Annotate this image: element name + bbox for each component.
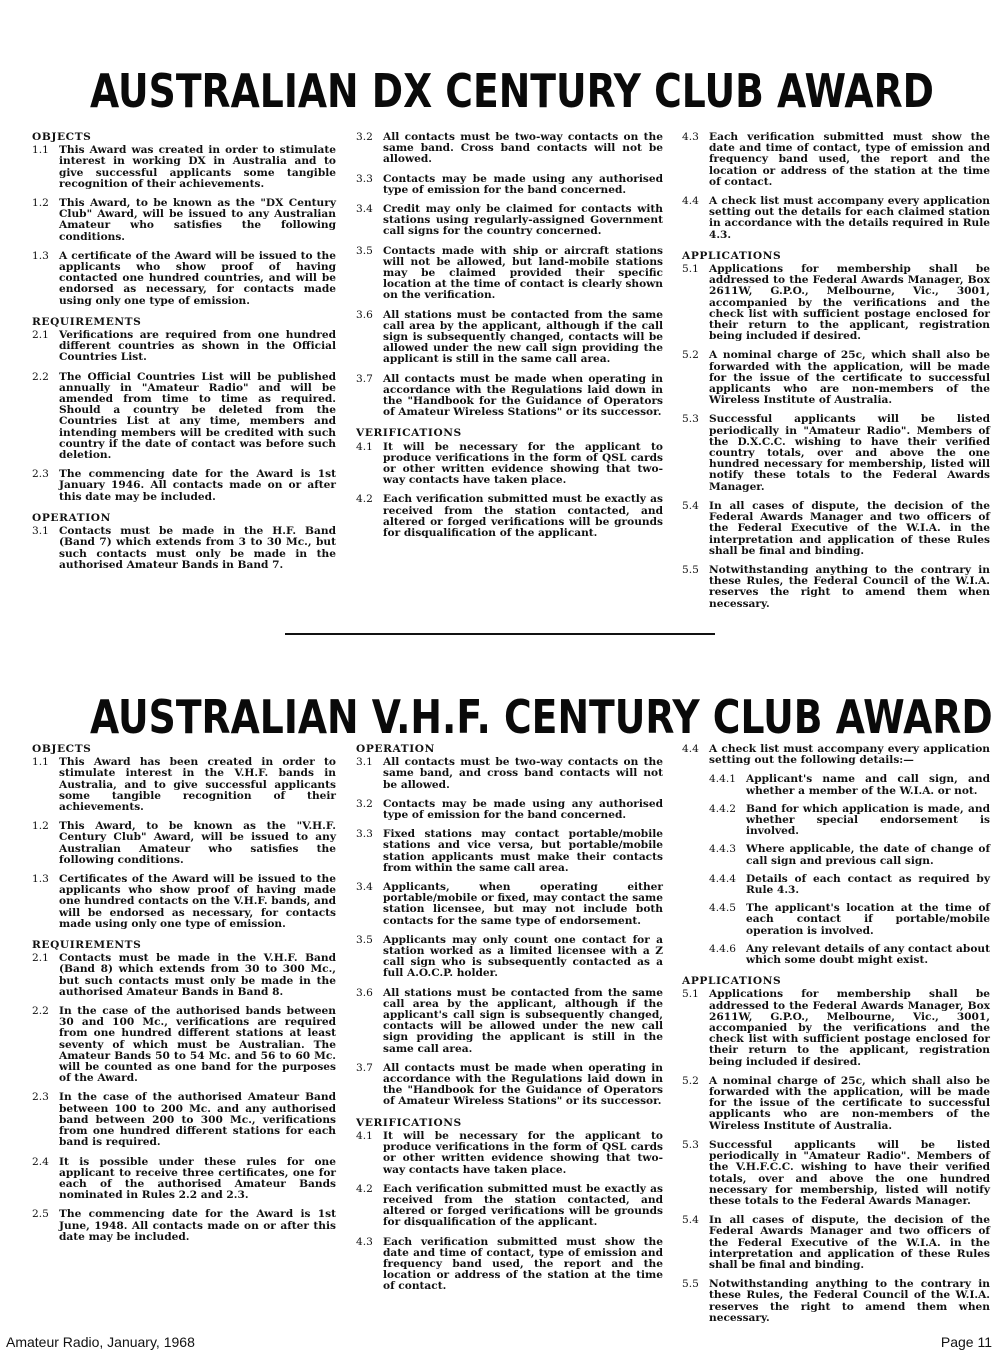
rule-section: [356, 428, 663, 539]
rule-item: [32, 330, 336, 364]
rule-item: [32, 1209, 336, 1243]
rule-section: [32, 317, 336, 503]
rule-text: This Award, to be known as the "V.H.F. Century Club" Award, will be issued to any Australian Amateur who satisfies the following conditions.: [59, 820, 336, 866]
rule-number: 3.1: [356, 756, 373, 769]
rule-text: Successful applicants will be listed periodically in "Amateur Radio". Members of the V.H.F.C.C. wishing to have their verified totals, over and above the one hundred necessary for membership, listed will notify these totals to the Federal Awards Manager.: [709, 1138, 990, 1207]
rule-number: 4.3: [682, 131, 699, 143]
sub-rule-number: 4.4.4: [709, 872, 736, 885]
rule-number: 2.5: [32, 1208, 49, 1221]
sub-rule-item: [709, 903, 990, 937]
rule-number: 4.4: [682, 195, 699, 208]
rule-item: [356, 1131, 663, 1176]
rule-text: In all cases of dispute, the decision of the Federal Awards Manager and two officers of the Federal Executive of the W.I.A. in the interpretation and application of these Rules shall be final and binding.: [709, 499, 990, 557]
rule-text: In all cases of dispute, the decision of the Federal Awards Manager and two officers of the Federal Executive of the W.I.A. in the interpretation and application of these Rules shall be final and binding.: [709, 1214, 990, 1271]
rule-text: All contacts must be made when operating in accordance with the Regulations laid down in the "Handbook for the Guidance of Operators of Amateur Wireless Stations" or its successor.: [383, 1061, 663, 1108]
rule-item: [682, 132, 990, 188]
column-3: [682, 744, 990, 1334]
rule-text: It is possible under these rules for one applicant to receive three certificates, one for each of the authorised Amateur Bands nominated in Rules 2.2 and 2.3.: [59, 1155, 336, 1202]
rule-item: [32, 372, 336, 462]
rule-item: [356, 1063, 663, 1108]
rule-text: Applications for membership shall be addressed to the Federal Awards Manager, Box 2611W, G.P.O., Melbourne, Vic., 3001, accompanied by the verifications and the check list with sufficient postage enclosed for their return to the applicant, registration being included if desired.: [709, 263, 990, 343]
rule-number: 3.1: [32, 525, 49, 538]
rule-number: 4.1: [356, 1129, 373, 1142]
column-3: [682, 132, 990, 620]
rule-text: It will be necessary for the applicant to produce verifications in the form of QSL cards or other written evidence showing that two-way contacts have taken place.: [383, 440, 663, 487]
sub-rule-item: [709, 844, 990, 866]
rule-text: Applicants, when operating either portable/mobile or fixed, may contact the same station licensee, but may not include both contacts for the same type of endorsement.: [383, 881, 663, 927]
rule-item: [32, 874, 336, 930]
rule-number: 4.2: [356, 1182, 373, 1195]
rule-text: Credit may only be claimed for contacts with stations using regularly-assigned Government call signs for the country concerned.: [383, 203, 663, 238]
rule-item: [682, 196, 990, 241]
rule-item: [32, 198, 336, 243]
rule-section: [32, 744, 336, 930]
rule-number: 2.3: [32, 468, 49, 481]
rule-number: 5.3: [682, 1138, 699, 1151]
column-2: [356, 132, 663, 549]
rule-text: All contacts must be made when operating in accordance with the Regulations laid down in the "Handbook for the Guidance of Operators of Amateur Wireless Stations" or its successor.: [383, 372, 663, 419]
rule-section: [32, 132, 336, 307]
column-1: [32, 744, 336, 1253]
rule-number: 2.1: [32, 952, 49, 965]
sub-rule-number: 4.4.5: [709, 902, 736, 915]
rule-text: The commencing date for the Award is 1st January 1946. All contacts made on or after this date may be included.: [59, 468, 336, 503]
sub-rule-text: Where applicable, the date of change of call sign and previous call sign.: [746, 843, 990, 867]
section-heading: VERIFICATIONS: [356, 1116, 462, 1129]
rule-text: Contacts must be made in the H.F. Band (Band 7) which extends from 3 to 30 Mc., but such contacts must only be made in the authorised Amateur Bands in Band 7.: [59, 525, 336, 571]
rule-section: [356, 132, 663, 418]
rule-text: Contacts made with ship or aircraft stations will not be allowed, but land-mobile stations may be claimed provided their specific location at the time of contact is clearly shown on the verification.: [383, 244, 663, 302]
rule-section: [682, 744, 990, 966]
sub-rule-text: Band for which application is made, and whether special endorsement is involved.: [746, 802, 990, 838]
rule-number: 2.1: [32, 329, 49, 342]
rule-item: [356, 246, 663, 302]
rule-section: [682, 976, 990, 1324]
rule-text: Each verification submitted must be exactly as received from the station contacted, and altered or forged verifications will be grounds for disqualification of the applicant.: [383, 493, 663, 540]
rule-text: This Award, to be known as the "DX Century Club" Award, will be issued to any Australian Amateur who satisfies the following conditions.: [59, 197, 336, 243]
rule-text: Notwithstanding anything to the contrary in these Rules, the Federal Council of the W.I.A. reserves the right to amend them when necessary.: [709, 563, 990, 610]
rule-item: [32, 145, 336, 190]
rule-text: Each verification submitted must show the date and time of contact, type of emission and frequency band used, the report and the location or address of the station at the time of contact.: [383, 1235, 663, 1293]
rule-text: In the case of the authorised Amateur Band between 100 to 200 Mc. and any authorised band between 200 to 300 Mc., verifications from one hundred different stations for each band is required.: [59, 1091, 336, 1149]
vhf-century-club-award: [0, 670, 1000, 1324]
section-heading: APPLICATIONS: [682, 249, 782, 262]
rule-item: [356, 882, 663, 927]
rule-number: 3.5: [356, 933, 373, 946]
sub-rule-number: 4.4.3: [709, 843, 736, 856]
rule-item: [356, 374, 663, 419]
rule-item: [682, 1279, 990, 1324]
rule-section: [682, 251, 990, 610]
rule-item: [32, 1092, 336, 1148]
rule-item: [356, 1237, 663, 1293]
rule-item: [32, 469, 336, 503]
rule-number: 5.2: [682, 1074, 699, 1087]
rule-number: 5.4: [682, 1214, 699, 1227]
rule-number: 5.1: [682, 988, 699, 1001]
rule-number: 1.3: [32, 873, 49, 886]
sub-rule-item: [709, 804, 990, 838]
section-heading: VERIFICATIONS: [356, 427, 462, 440]
rule-number: 3.5: [356, 244, 373, 257]
rule-number: 1.3: [32, 249, 49, 262]
rule-text: Applications for membership shall be addressed to the Federal Awards Manager, Box 2611W, G.P.O., Melbourne, Vic., 3001, accompanied by the verifications and the check list with sufficient postage enclosed for their return to the applicant, registration being included if desired.: [709, 988, 990, 1068]
rule-text: Certificates of the Award will be issued to the applicants who show proof of having made one hundred contacts on the V.H.F. bands, and will be endorsed as necessary, for contacts made using only one type of emission.: [59, 873, 336, 930]
column-1: [32, 132, 336, 581]
sub-rule-item: [709, 874, 990, 896]
rule-item: [356, 204, 663, 238]
rule-item: [682, 501, 990, 557]
rule-item: [682, 414, 990, 492]
rule-number: 3.7: [356, 372, 373, 385]
section-heading: APPLICATIONS: [682, 975, 782, 988]
rule-number: 3.3: [356, 172, 373, 185]
rule-number: 5.4: [682, 499, 699, 512]
rule-number: 5.5: [682, 1278, 699, 1291]
rule-text: Verifications are required from one hundred different countries as shown in the Official Countries List.: [59, 329, 336, 364]
rule-item: [682, 744, 990, 766]
rule-text: This Award was created in order to stimulate interest in working DX in Australia and to give successful applicants some tangible recognition of their achievements.: [59, 144, 336, 190]
rule-text: Contacts may be made using any authorised type of emission for the band concerned.: [383, 172, 663, 196]
dx-century-club-award: [0, 0, 1000, 610]
rule-number: 1.1: [32, 144, 49, 157]
publication-info: Amateur Radio, January, 1968: [6, 1334, 195, 1350]
rule-text: Successful applicants will be listed periodically in "Amateur Radio". Members of the D.X.C.C. wishing to have their verified country totals, over and above the one hundred necessary for membership, listed will notify these totals to the Federal Awards Manager.: [709, 413, 990, 493]
rule-item: [32, 526, 336, 571]
rule-number: 1.1: [32, 756, 49, 769]
award-title: AUSTRALIAN V.H.F. CENTURY CLUB AWARD: [90, 690, 993, 744]
rule-item: [356, 494, 663, 539]
sub-rule-text: Details of each contact as required by Rule 4.3.: [746, 872, 990, 897]
rule-number: 3.6: [356, 308, 373, 321]
rule-item: [356, 310, 663, 366]
rule-item: [32, 1006, 336, 1084]
rule-item: [682, 1076, 990, 1132]
rule-text: A check list must accompany every application setting out the following details:—: [709, 743, 990, 767]
rule-item: [356, 174, 663, 196]
rule-text: A nominal charge of 25c, which shall also be forwarded with the application, will be made for the issue of the certificate to successful applicants who are non-members of the Wireless Institute of Australia.: [709, 349, 990, 407]
section-heading: OBJECTS: [32, 131, 92, 143]
section-heading: OPERATION: [356, 743, 435, 755]
rule-item: [32, 953, 336, 998]
rule-number: 5.1: [682, 263, 699, 276]
rule-item: [32, 251, 336, 307]
rule-number: 1.2: [32, 820, 49, 833]
rule-number: 4.2: [356, 493, 373, 506]
rule-text: A nominal charge of 25c, which shall also be forwarded with the application, will be made for the issue of the certificate to successful applicants who are non-members of the Wireless Institute of Australia.: [709, 1074, 990, 1132]
rule-text: All contacts must be two-way contacts on the same band, and cross band contacts will not be allowed.: [383, 756, 663, 791]
rule-section: [32, 513, 336, 571]
rule-number: 3.2: [356, 797, 373, 810]
rule-text: The Official Countries List will be published annually in "Amateur Radio" and will be amended from time to time as required. Should a country be deleted from the Countries List at any time, members and intending members will be credited with such country if the date of contact was before such deletion.: [59, 370, 336, 462]
rule-text: All stations must be contacted from the same call area by the applicant, although if the call sign is subsequently changed, contacts will be allowed under the new call sign providing the applicant is still in the same call area.: [383, 308, 663, 366]
rule-item: [356, 829, 663, 874]
rule-item: [356, 132, 663, 166]
rule-item: [32, 757, 336, 813]
sub-rule-text: Any relevant details of any contact about which some doubt might exist.: [746, 942, 990, 967]
sub-rule-number: 4.4.2: [709, 802, 736, 815]
section-heading: OBJECTS: [32, 743, 92, 755]
rule-text: Contacts may be made using any authorised type of emission for the band concerned.: [383, 797, 663, 822]
rule-number: 3.6: [356, 986, 373, 999]
rule-number: 4.3: [356, 1235, 373, 1248]
rule-item: [682, 1215, 990, 1271]
rule-item: [682, 989, 990, 1067]
sub-rule-number: 4.4.1: [709, 773, 736, 786]
rule-number: 5.3: [682, 413, 699, 426]
rule-number: 2.4: [32, 1155, 49, 1168]
column-2: [356, 744, 663, 1303]
rule-section: [356, 744, 663, 1108]
rule-text: In the case of the authorised bands between 30 and 100 Mc., verifications are required from one hundred different stations at least seventy of which must be Australian. The Amateur Bands 50 to 54 Mc. and 56 to 60 Mc. will be counted as one band for the purposes of the Award.: [59, 1005, 336, 1085]
rule-item: [682, 264, 990, 342]
rule-text: A check list must accompany every application setting out the details for each claimed station in accordance with the details required in Rule 4.3.: [709, 195, 990, 241]
rule-text: This Award has been created in order to stimulate interest in the V.H.F. bands in Australia, and to give successful applicants some tangible recognition of their achievements.: [59, 756, 336, 814]
rule-number: 3.4: [356, 881, 373, 894]
rule-number: 1.2: [32, 197, 49, 210]
sub-rule-number: 4.4.6: [709, 942, 736, 955]
rule-text: Contacts must be made in the V.H.F. Band (Band 8) which extends from 30 to 300 Mc., but such contacts must only be made in the authorised Amateur Bands in Band 8.: [59, 952, 336, 998]
rule-number: 2.2: [32, 1005, 49, 1018]
rule-text: It will be necessary for the applicant to produce verifications in the form of QSL cards or other written evidence showing that two-way contacts have taken place.: [383, 1129, 663, 1176]
section-heading: OPERATION: [32, 511, 111, 524]
rule-item: [356, 442, 663, 487]
section-heading: REQUIREMENTS: [32, 939, 142, 952]
rule-text: All contacts must be two-way contacts on the same band. Cross band contacts will not be allowed.: [383, 131, 663, 166]
rule-item: [356, 988, 663, 1055]
rule-item: [356, 1184, 663, 1229]
rule-number: 3.2: [356, 131, 373, 143]
rule-item: [356, 757, 663, 791]
award-title: AUSTRALIAN DX CENTURY CLUB AWARD: [90, 64, 934, 118]
rule-text: Each verification submitted must be exactly as received from the station contacted, and altered or forged verifications will be grounds for disqualification of the applicant.: [383, 1182, 663, 1229]
rule-item: [32, 821, 336, 866]
rule-item: [682, 350, 990, 406]
rule-text: All stations must be contacted from the same call area by the applicant, although if the applicant's call sign is subsequently changed, contacts will be allowed under the new call sign providing the applicant is still in the same call area.: [383, 986, 663, 1055]
rule-text: A certificate of the Award will be issued to the applicants who show proof of having contacted one hundred countries, and will be endorsed as necessary, for contacts made using only one type of emission.: [59, 249, 336, 307]
rule-number: 2.3: [32, 1091, 49, 1104]
rule-number: 3.7: [356, 1061, 373, 1074]
sub-rule-text: The applicant's location at the time of each contact if portable/mobile operation is involved.: [746, 902, 990, 937]
rule-item: [32, 1157, 336, 1202]
rule-item: [682, 565, 990, 610]
rule-number: 3.4: [356, 203, 373, 216]
rule-number: 5.2: [682, 349, 699, 362]
rule-item: [356, 799, 663, 821]
rule-item: [356, 935, 663, 980]
rule-section: [682, 132, 990, 241]
rule-section: [32, 940, 336, 1243]
rule-number: 4.1: [356, 440, 373, 453]
rule-text: Applicants may only count one contact for a station worked as a limited licensee with a Z call sign who is subsequently contacted as a full A.O.C.P. holder.: [383, 933, 663, 980]
rule-text: The commencing date for the Award is 1st June, 1948. All contacts made on or after this date may be included.: [59, 1208, 336, 1243]
rule-number: 4.4: [682, 743, 699, 755]
rule-number: 3.3: [356, 828, 373, 841]
rule-number: 2.2: [32, 370, 49, 383]
rule-item: [682, 1140, 990, 1207]
rule-number: 5.5: [682, 563, 699, 576]
rule-text: Fixed stations may contact portable/mobile stations and vice versa, but portable/mobile station applicants must make their contacts from within the same call area.: [383, 828, 663, 874]
sub-rule-text: Applicant's name and call sign, and whether a member of the W.I.A. or not.: [746, 773, 990, 797]
sub-rule-item: [709, 774, 990, 796]
rule-text: Notwithstanding anything to the contrary in these Rules, the Federal Council of the W.I.A. reserves the right to amend them when necessary.: [709, 1278, 990, 1324]
section-heading: REQUIREMENTS: [32, 315, 142, 328]
section-divider: [285, 633, 715, 635]
rule-section: [356, 1118, 663, 1293]
sub-rule-item: [709, 944, 990, 966]
page-number: Page 11: [940, 1334, 992, 1350]
rule-text: Each verification submitted must show the date and time of contact, type of emission and frequency band used, the report and the location or address of the station at the time of contact.: [709, 131, 990, 188]
